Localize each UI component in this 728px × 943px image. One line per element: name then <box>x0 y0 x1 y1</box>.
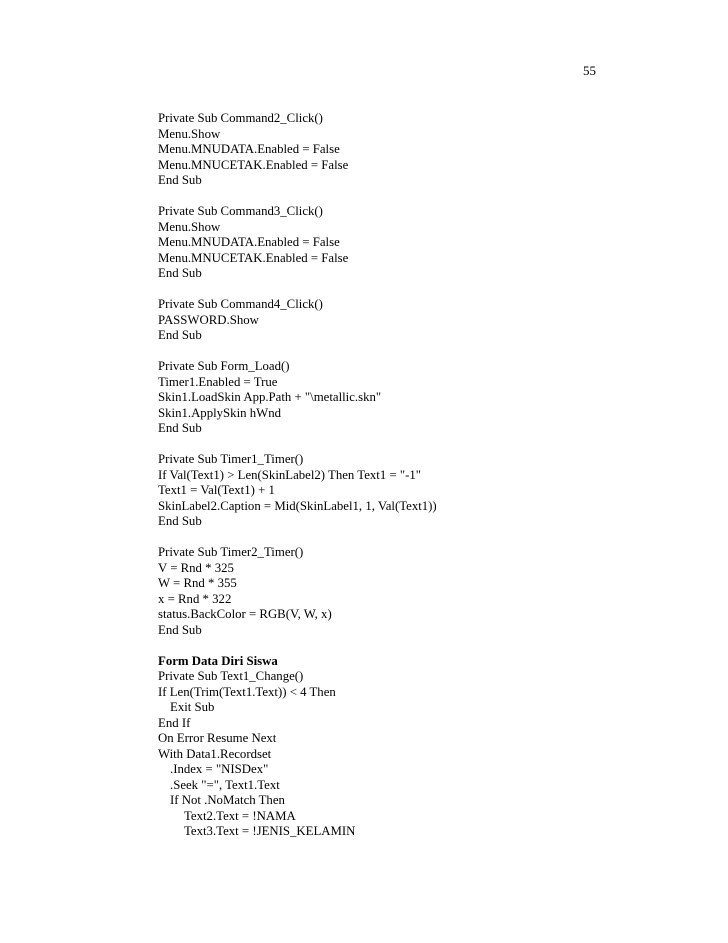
code-line: Skin1.ApplySkin hWnd <box>158 405 282 420</box>
code-line: On Error Resume Next <box>158 731 277 745</box>
code-line: Private Sub Command4_Click() <box>158 297 323 311</box>
code-listing <box>158 111 698 840</box>
blank-line <box>158 344 698 360</box>
code-line: End Sub <box>158 421 202 435</box>
code-line: Private Sub Text1_Change() <box>158 669 304 683</box>
code-line: End Sub <box>158 173 202 187</box>
code-line: .Index = "NISDex" <box>170 762 269 776</box>
code-line: .Seek "=", Text1.Text <box>170 777 280 792</box>
code-line: End Sub <box>158 266 202 280</box>
code-line: Text3.Text = !JENIS_KELAMIN <box>184 824 356 838</box>
code-line: PASSWORD.Show <box>158 312 259 327</box>
blank-line <box>158 530 698 546</box>
blank-line <box>158 437 698 453</box>
code-line: With Data1.Recordset <box>158 746 272 761</box>
code-line: W = Rnd * 355 <box>158 576 237 590</box>
code-line: Private Sub Command3_Click() <box>158 204 323 218</box>
blank-line <box>158 638 698 654</box>
code-line: Exit Sub <box>170 700 215 714</box>
code-line: Menu.Show <box>158 219 221 234</box>
code-line: Skin1.LoadSkin App.Path + "\metallic.skn" <box>158 390 382 404</box>
code-line: If Len(Trim(Text1.Text)) < 4 Then <box>158 684 336 699</box>
code-line: End If <box>158 715 191 730</box>
section-heading: Form Data Diri Siswa <box>158 653 278 668</box>
code-line: Menu.MNUCETAK.Enabled = False <box>158 157 349 172</box>
code-line: Menu.MNUCETAK.Enabled = False <box>158 250 349 265</box>
code-line: Private Sub Timer2_Timer() <box>158 545 304 559</box>
code-line: V = Rnd * 325 <box>158 560 234 575</box>
page-number: 55 <box>583 63 596 78</box>
code-line: Menu.Show <box>158 126 221 141</box>
code-line: If Val(Text1) > Len(SkinLabel2) Then Text1 = "-1" <box>158 467 421 482</box>
code-line: Private Sub Form_Load() <box>158 359 290 373</box>
code-line: End Sub <box>158 328 202 342</box>
code-line: SkinLabel2.Caption = Mid(SkinLabel1, 1, Val(Text1)) <box>158 498 437 513</box>
code-line: Private Sub Timer1_Timer() <box>158 452 304 466</box>
code-line: End Sub <box>158 514 202 528</box>
code-line: Text2.Text = !NAMA <box>184 808 296 823</box>
code-line: Menu.MNUDATA.Enabled = False <box>158 142 340 156</box>
code-line: If Not .NoMatch Then <box>170 793 285 807</box>
blank-line <box>158 189 698 205</box>
code-line: x = Rnd * 322 <box>158 591 232 606</box>
blank-line <box>158 282 698 298</box>
code-line: status.BackColor = RGB(V, W, x) <box>158 607 332 621</box>
code-line: Text1 = Val(Text1) + 1 <box>158 483 275 497</box>
code-line: Private Sub Command2_Click() <box>158 111 323 125</box>
code-line: Menu.MNUDATA.Enabled = False <box>158 235 340 249</box>
code-line: Timer1.Enabled = True <box>158 374 278 389</box>
code-line: End Sub <box>158 622 202 637</box>
